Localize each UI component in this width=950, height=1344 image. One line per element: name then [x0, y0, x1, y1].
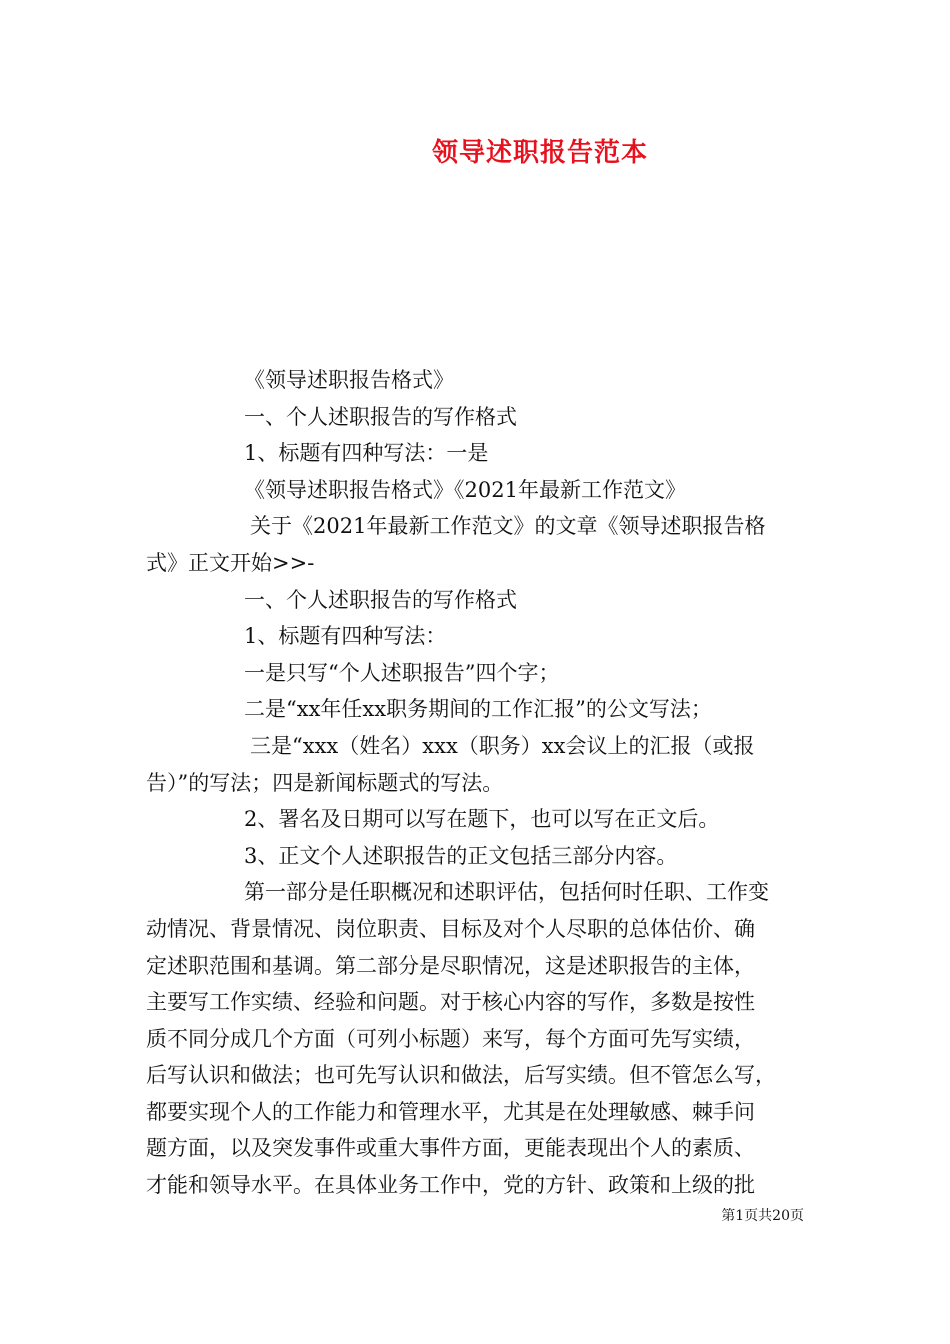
paragraph-line: 动情况、背景情况、岗位职责、目标及对个人尽职的总体估价、确: [146, 916, 755, 941]
paragraph-line: 一、个人述职报告的写作格式: [244, 587, 517, 612]
paragraph-line: 1、标题有四种写法：一是: [244, 441, 489, 466]
paragraph-line: 题方面，以及突发事件或重大事件方面，更能表现出个人的素质、: [146, 1136, 755, 1161]
paragraph-line: 后写认识和做法；也可先写认识和做法，后写实绩。但不管怎么写，: [146, 1063, 776, 1088]
paragraph-line: 第一部分是任职概况和述职评估，包括何时任职、工作变: [244, 880, 769, 905]
paragraph-line: 告）”的写法；四是新闻标题式的写法。: [146, 770, 504, 795]
paragraph-line: 《领导述职报告格式》《2021年最新工作范文》: [244, 477, 686, 502]
document-title: 领导述职报告范本: [431, 138, 648, 168]
document-body: [146, 362, 810, 1204]
paragraph-line: 一、个人述职报告的写作格式: [244, 404, 517, 429]
paragraph-line: 定述职范围和基调。第二部分是尽职情况，这是述职报告的主体，: [146, 953, 755, 978]
paragraph-line: 一是只写“个人述职报告”四个字；: [244, 660, 560, 685]
paragraph-line: 主要写工作实绩、经验和问题。对于核心内容的写作，多数是按性: [146, 990, 755, 1015]
paragraph-line: 才能和领导水平。在具体业务工作中，党的方针、政策和上级的批: [146, 1173, 755, 1198]
paragraph-line: 三是“xxx（姓名）xxx（职务）xx会议上的汇报（或报: [250, 733, 755, 758]
page-number-footer: 第1页共20页: [721, 1208, 804, 1224]
paragraph-line: 1、标题有四种写法：: [244, 624, 447, 649]
paragraph-line: 《领导述职报告格式》: [244, 368, 454, 392]
paragraph-line: 3、正文个人述职报告的正文包括三部分内容。: [244, 843, 678, 868]
paragraph-line: 2、署名及日期可以写在题下，也可以写在正文后。: [244, 807, 720, 832]
paragraph-line: 都要实现个人的工作能力和管理水平，尤其是在处理敏感、棘手问: [146, 1099, 755, 1124]
paragraph-line: 二是“xx年任xx职务期间的工作汇报”的公文写法；: [244, 697, 712, 722]
paragraph-line: 式》正文开始>>-: [146, 550, 315, 575]
paragraph-line: 关于《2021年最新工作范文》的文章《领导述职报告格: [250, 514, 766, 539]
paragraph-line: 质不同分成几个方面（可列小标题）来写，每个方面可先写实绩，: [146, 1026, 755, 1051]
